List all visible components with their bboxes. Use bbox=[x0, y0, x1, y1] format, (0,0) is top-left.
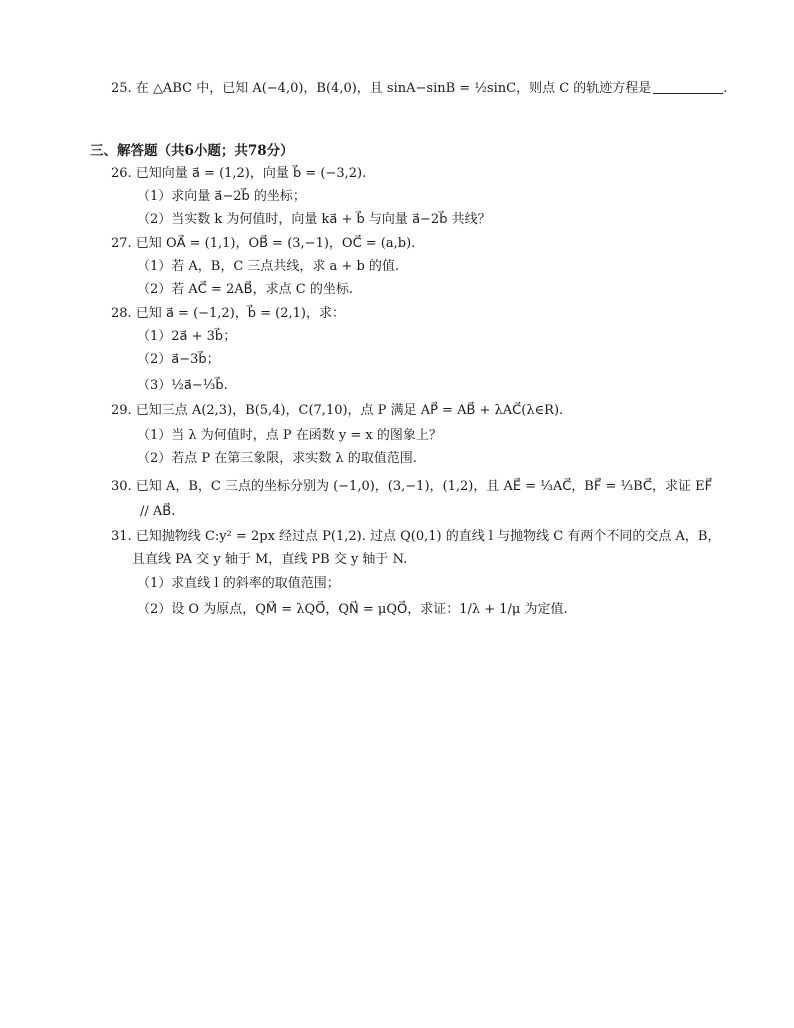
question-26-part-1: （1）求向量 a⃗−2b⃗ 的坐标； bbox=[137, 189, 306, 204]
question-29-part-2: （2）若点 P 在第三象限，求实数 λ 的取值范围. bbox=[137, 451, 417, 466]
question-26: 26. 已知向量 a⃗ = (1,2)，向量 b⃗ = (−3,2). bbox=[111, 166, 367, 181]
question-30-continuation: // AB⃗. bbox=[140, 504, 176, 519]
question-25 bbox=[111, 80, 727, 98]
question-28-part-2: （2）a⃗−3b⃗； bbox=[137, 352, 220, 367]
question-31: 31. 已知抛物线 C:y² = 2px 经过点 P(1,2). 过点 Q(0,1) 的直线 l 与抛物线 C 有两个不同的交点 A，B， bbox=[111, 529, 721, 544]
question-26-part-2: （2）当实数 k 为何值时，向量 ka⃗ + b⃗ 与向量 a⃗−2b⃗ 共线？ bbox=[137, 212, 491, 227]
question-27-part-1: （1）若 A，B，C 三点共线，求 a + b 的值. bbox=[137, 259, 400, 274]
question-28-part-3: （3）½a⃗−⅓b⃗. bbox=[137, 378, 228, 393]
question-29: 29. 已知三点 A(2,3)，B(5,4)，C(7,10)，点 P 满足 AP⃗ = AB⃗ + λAC⃗(λ∈R). bbox=[111, 403, 564, 418]
question-31-continuation: 且直线 PA 交 y 轴于 M，直线 PB 交 y 轴于 N. bbox=[132, 552, 408, 567]
question-27: 27. 已知 OA⃗ = (1,1)，OB⃗ = (3,−1)，OC⃗ = (a,b). bbox=[111, 236, 416, 251]
question-30: 30. 已知 A，B，C 三点的坐标分别为 (−1,0)，(3,−1)，(1,2)，且 AE⃗ = ⅓AC⃗，BF⃗ = ⅓BC⃗，求证 EF⃗ bbox=[111, 479, 713, 494]
question-27-part-2: （2）若 AC⃗ = 2AB⃗，求点 C 的坐标. bbox=[137, 282, 353, 297]
section-heading: 三、解答题（共6小题；共78分） bbox=[90, 143, 294, 159]
question-25-end: . bbox=[723, 81, 728, 96]
question-25-text: 25. 在 △ABC 中，已知 A(−4,0)，B(4,0)，且 sinA−sinB = ½sinC，则点 C 的轨迹方程是 bbox=[111, 81, 652, 96]
question-29-part-1: （1）当 λ 为何值时，点 P 在函数 y = x 的图象上？ bbox=[137, 428, 442, 443]
answer-blank[interactable] bbox=[653, 81, 723, 94]
question-31-part-1: （1）求直线 l 的斜率的取值范围； bbox=[137, 576, 340, 591]
question-31-part-2: （2）设 O 为原点，QM⃗ = λQO⃗，QN⃗ = μQO⃗，求证：1/λ + 1/μ 为定值. bbox=[137, 602, 568, 617]
question-28: 28. 已知 a⃗ = (−1,2)，b⃗ = (2,1)，求： bbox=[111, 306, 346, 321]
question-28-part-1: （1）2a⃗ + 3b⃗； bbox=[137, 329, 237, 344]
